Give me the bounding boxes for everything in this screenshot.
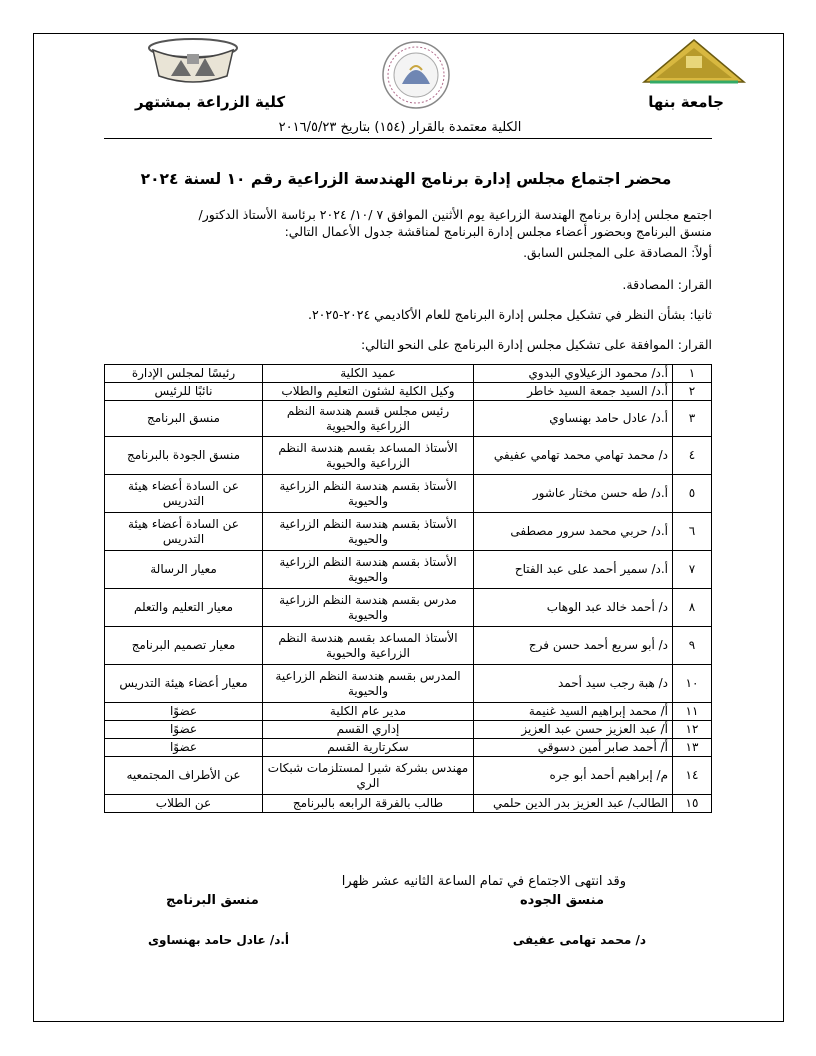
member-num-cell: ٢ <box>673 383 712 401</box>
member-name-cell: أ.د/ محمود الزعيلاوي البدوي <box>474 365 673 383</box>
member-role-cell: معيار التعليم والتعلم <box>105 589 263 627</box>
closing-statement: وقد انتهى الاجتماع في تمام الساعة الثانيه عشر ظهرا <box>341 874 626 889</box>
member-num-cell: ٣ <box>673 401 712 437</box>
faculty-name: كلية الزراعة بمشتهر <box>135 93 286 111</box>
member-num-cell: ١٤ <box>673 757 712 795</box>
member-position-cell: الأستاذ بقسم هندسة النظم الزراعية والحيوية <box>263 551 474 589</box>
member-num-cell: ١ <box>673 365 712 383</box>
member-num-cell: ١٠ <box>673 665 712 703</box>
table-row <box>105 513 712 551</box>
member-name-cell: الطالب/ عبد العزيز بدر الدين حلمي <box>474 795 673 813</box>
member-name-cell: م/ إبراهيم أحمد أبو جره <box>474 757 673 795</box>
intro-line-1: اجتمع مجلس إدارة برنامج الهندسة الزراعية يوم الأثنين الموافق ٧ /١٠/ ٢٠٢٤ برئاسة الأستاذ الدكتور/ <box>198 207 712 222</box>
agenda-item-1: أولاً: المصادقة على المجلس السابق. <box>523 245 712 260</box>
table-row <box>105 551 712 589</box>
member-position-cell: سكرتارية القسم <box>263 739 474 757</box>
member-role-cell: منسق البرنامج <box>105 401 263 437</box>
member-position-cell: إداري القسم <box>263 721 474 739</box>
university-logo <box>640 38 748 86</box>
decision-1: القرار: المصادقة. <box>622 277 712 292</box>
member-num-cell: ١٢ <box>673 721 712 739</box>
table-row <box>105 757 712 795</box>
member-role-cell: منسق الجودة بالبرنامج <box>105 437 263 475</box>
university-name: جامعة بنها <box>648 93 724 111</box>
table-row <box>105 627 712 665</box>
member-position-cell: الأستاذ بقسم هندسة النظم الزراعية والحيوية <box>263 513 474 551</box>
member-role-cell: عن الأطراف المجتمعيه <box>105 757 263 795</box>
member-role-cell: عن السادة أعضاء هيئة التدريس <box>105 513 263 551</box>
decision-2: القرار: الموافقة على تشكيل مجلس إدارة البرنامج على النحو التالي: <box>360 337 712 352</box>
agenda-item-2: ثانيا: بشأن النظر في تشكيل مجلس إدارة البرنامج للعام الأكاديمي ٢٠٢٤-٢٠٢٥. <box>307 307 712 322</box>
header-divider <box>104 138 712 139</box>
member-name-cell: د/ أحمد خالد عبد الوهاب <box>474 589 673 627</box>
member-name-cell: أ/ محمد إبراهيم السيد غنيمة <box>474 703 673 721</box>
quality-coordinator-title: منسق الجوده <box>519 893 604 908</box>
table-row <box>105 721 712 739</box>
member-role-cell: عضوًا <box>105 739 263 757</box>
member-position-cell: الأستاذ المساعد بقسم هندسة النظم الزراعية والحيوية <box>263 627 474 665</box>
table-row <box>105 589 712 627</box>
member-num-cell: ٧ <box>673 551 712 589</box>
member-name-cell: د/ هبة رجب سيد أحمد <box>474 665 673 703</box>
program-coordinator-name: أ.د/ عادل حامد بهنساوى <box>148 933 290 947</box>
member-name-cell: أ.د/ طه حسن مختار عاشور <box>474 475 673 513</box>
member-name-cell: د/ محمد تهامي محمد تهامي عفيفي <box>474 437 673 475</box>
members-table <box>104 364 712 813</box>
member-position-cell: وكيل الكلية لشئون التعليم والطلاب <box>263 383 474 401</box>
quality-coordinator-name: د/ محمد تهامى عفيفى <box>512 933 646 947</box>
member-name-cell: أ.د/ عادل حامد بهنساوي <box>474 401 673 437</box>
member-name-cell: أ.د/ السيد جمعة السيد خاطر <box>474 383 673 401</box>
member-position-cell: مدير عام الكلية <box>263 703 474 721</box>
member-name-cell: أ.د/ سمير أحمد على عبد الفتاح <box>474 551 673 589</box>
member-name-cell: د/ أبو سريع أحمد حسن فرج <box>474 627 673 665</box>
program-coordinator-title: منسق البرنامج <box>166 893 259 908</box>
member-role-cell: عضوًا <box>105 721 263 739</box>
member-name-cell: أ/ أحمد صابر أمين دسوقي <box>474 739 673 757</box>
faculty-logo <box>143 36 243 88</box>
table-row <box>105 401 712 437</box>
intro-line-2: منسق البرنامج وبحضور أعضاء مجلس إدارة البرنامج لمناقشة جدول الأعمال التالي: <box>284 224 712 239</box>
member-position-cell: رئيس مجلس قسم هندسة النظم الزراعية والحيوية <box>263 401 474 437</box>
member-num-cell: ١١ <box>673 703 712 721</box>
member-role-cell: معيار الرسالة <box>105 551 263 589</box>
member-num-cell: ١٣ <box>673 739 712 757</box>
member-num-cell: ٤ <box>673 437 712 475</box>
member-role-cell: عن الطلاب <box>105 795 263 813</box>
table-row <box>105 383 712 401</box>
member-position-cell: مدرس بقسم هندسة النظم الزراعية والحيوية <box>263 589 474 627</box>
member-position-cell: المدرس بقسم هندسة النظم الزراعية والحيوية <box>263 665 474 703</box>
member-role-cell: معيار أعضاء هيئة التدريس <box>105 665 263 703</box>
member-num-cell: ١٥ <box>673 795 712 813</box>
accreditation-logo <box>380 40 452 110</box>
member-role-cell: معيار تصميم البرنامج <box>105 627 263 665</box>
table-row <box>105 475 712 513</box>
member-num-cell: ٥ <box>673 475 712 513</box>
table-row <box>105 665 712 703</box>
member-name-cell: أ.د/ حربي محمد سرور مصطفى <box>474 513 673 551</box>
member-num-cell: ٨ <box>673 589 712 627</box>
table-row <box>105 703 712 721</box>
page-title: محضر اجتماع مجلس إدارة برنامج الهندسة الزراعية رقم ١٠ لسنة ٢٠٢٤ <box>140 170 672 188</box>
member-role-cell: عضوًا <box>105 703 263 721</box>
accreditation-note: الكلية معتمدة بالقرار (١٥٤) بتاريخ ٢٠١٦/٥/٢٣ <box>278 120 522 135</box>
table-row <box>105 437 712 475</box>
member-role-cell: نائبًا للرئيس <box>105 383 263 401</box>
member-position-cell: الأستاذ بقسم هندسة النظم الزراعية والحيوية <box>263 475 474 513</box>
member-position-cell: الأستاذ المساعد بقسم هندسة النظم الزراعية والحيوية <box>263 437 474 475</box>
member-position-cell: طالب بالفرقة الرابعه بالبرنامج <box>263 795 474 813</box>
table-row <box>105 739 712 757</box>
member-num-cell: ٩ <box>673 627 712 665</box>
member-role-cell: عن السادة أعضاء هيئة التدريس <box>105 475 263 513</box>
member-num-cell: ٦ <box>673 513 712 551</box>
table-row <box>105 365 712 383</box>
member-name-cell: أ/ عبد العزيز حسن عبد العزيز <box>474 721 673 739</box>
member-role-cell: رئيسًا لمجلس الإدارة <box>105 365 263 383</box>
member-position-cell: مهندس بشركة شيرا لمستلزمات شبكات الري <box>263 757 474 795</box>
table-row <box>105 795 712 813</box>
member-position-cell: عميد الكلية <box>263 365 474 383</box>
